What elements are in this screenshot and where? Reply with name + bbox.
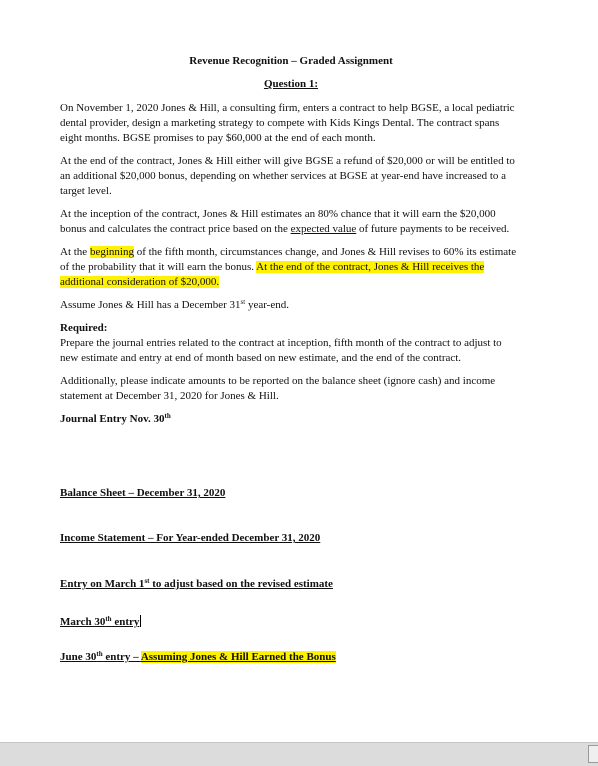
text-run: At the	[60, 246, 90, 258]
paragraph-fifth-month	[60, 245, 522, 290]
june-30-entry-heading	[60, 651, 336, 663]
paragraph-year-end	[60, 298, 522, 313]
superscript: st	[240, 298, 246, 306]
question-heading: Question 1:	[263, 78, 319, 90]
underlined-term: expected value	[290, 223, 357, 235]
paragraph-additionally: Additionally, please indicate amounts to be reported on the balance sheet (ignore cash) and income statement at December 31, 2020 for Jones & Hill.	[60, 375, 496, 402]
superscript: th	[164, 412, 171, 420]
paragraph-refund-bonus: At the end of the contract, Jones & Hill either will give BGSE a refund of $20,000 or will be entitled to an additional $20,000 bonus, depending on whether services at BGSE at year-end have increased to a target level.	[60, 155, 515, 197]
text-run: March 30	[60, 616, 106, 628]
paragraph-required: Prepare the journal entries related to the contract at inception, fifth month of the contract to adjust to new estimate and entry at end of month based on new estimate, and the end of the contract.	[60, 337, 502, 364]
highlighted-text: Assuming Jones & Hill Earned the Bonus	[140, 651, 336, 663]
document-title: Revenue Recognition – Graded Assignment	[189, 55, 393, 67]
paragraph-contract: On November 1, 2020 Jones & Hill, a consulting firm, enters a contract to help BGSE, a local pediatric dental provider, design a marketing strategy to compete with Kids Kings Dental. The contract spans eight months. BGSE promises to pay $60,000 at the end of each month.	[60, 102, 515, 144]
journal-entry-heading	[60, 412, 522, 427]
superscript: st	[144, 577, 150, 585]
text-run: Journal Entry Nov. 30	[60, 413, 165, 425]
document-body	[60, 54, 522, 427]
status-bar	[0, 742, 598, 766]
march-30-entry-heading	[60, 615, 141, 628]
required-label: Required:	[60, 322, 108, 334]
march-1-entry-heading	[60, 578, 333, 590]
text-run: to adjust based on the revised estimate	[149, 578, 333, 590]
superscript: th	[105, 615, 112, 623]
text-run: At the inception of the contract, Jones & Hill estimates an 80% chance that it will earn the $20,000 bonus and calculates the contract price based on the	[60, 208, 496, 235]
text-run: year-end.	[245, 299, 289, 311]
text-run: Entry on March 1	[60, 578, 145, 590]
highlighted-text: beginning	[89, 246, 134, 258]
highlighted-text: At the end of the contract, Jones & Hill receives the additional consideration of $20,000.	[60, 261, 485, 288]
paragraph-inception	[60, 207, 522, 237]
text-run: entry –	[102, 651, 141, 663]
text-run: Assume Jones & Hill has a December 31	[60, 299, 241, 311]
text-cursor	[140, 615, 141, 627]
balance-sheet-heading: Balance Sheet – December 31, 2020	[60, 487, 226, 499]
income-statement-heading: Income Statement – For Year-ended December 31, 2020	[60, 532, 321, 544]
text-run: June 30	[60, 651, 97, 663]
superscript: th	[96, 650, 103, 658]
text-run: entry	[111, 616, 140, 628]
text-run: of the fifth month, circumstances change, and Jones & Hill revises to 60% its estimate of the probability that it will earn the bonus.	[60, 246, 517, 273]
scrollbar-button[interactable]	[588, 745, 598, 763]
text-run: of future payments to be received.	[356, 223, 510, 235]
